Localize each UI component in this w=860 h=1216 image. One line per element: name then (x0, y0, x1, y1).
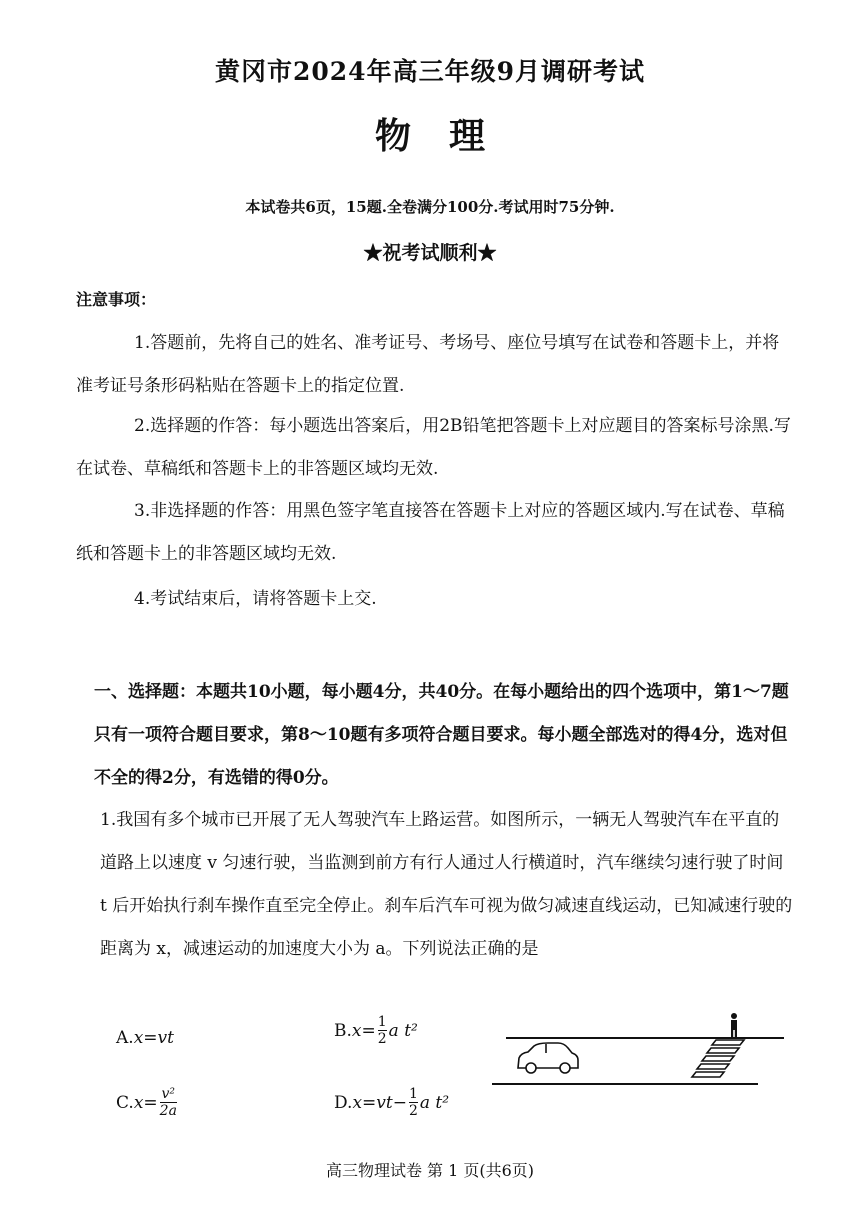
page-footer: 高三物理试卷 第 1 页(共6页) (325, 1161, 535, 1180)
pedestrian-icon (731, 1013, 737, 1038)
exam-info: 本试卷共6页，15题.全卷满分100分.考试用时75分钟. (245, 198, 615, 216)
car-icon (518, 1043, 578, 1073)
road-crosswalk-figure (488, 1010, 788, 1092)
question-1 (100, 799, 794, 971)
notes-title: 注意事项： (76, 290, 157, 309)
section-instructions: 一、选择题：本题共10小题，每小题4分，共40分。在每小题给出的四个选项中，第1～7题只有一项符合题目要求，第8～10题有多项符合题目要求。每小题全部选对的得4分，选对但不全的得2分，有选错的得0分。 (94, 682, 789, 788)
exam-title: 黄冈市2024年高三年级9月调研考试 (215, 57, 645, 86)
note-item-3: 3.非选择题的作答：用黑色签字笔直接答在答题卡上对应的答题区域内.写在试卷、草稿纸和答题卡上的非答题区域均无效. (76, 501, 785, 564)
question-text: 我国有多个城市已开展了无人驾驶汽车上路运营。如图所示，一辆无人驾驶汽车在平直的道路上以速度 v 匀速行驶，当监测到前方有行人通过人行横道时，汽车继续匀速行驶了时间 t 后开始执行刹车操作直至完全停止。刹车后汽车可视为做匀减速直线运动，已知减速行驶的距离为 x，减速运动的加速度大小为 a。下列说法正确的是 (100, 810, 793, 959)
note-item-1: 1.答题前，先将自己的姓名、准考证号、考场号、座位号填写在试卷和答题卡上，并将准考证号条形码粘贴在答题卡上的指定位置. (76, 333, 780, 396)
crosswalk-stripes (692, 1040, 744, 1077)
option-c: C.x= v² 2a (116, 1086, 177, 1119)
note-item-4: 4.考试结束后，请将答题卡上交. (134, 589, 377, 609)
option-d: D.x=vt− 1 2 a t² (334, 1086, 450, 1119)
option-a: A.x=vt (116, 1028, 174, 1048)
note-item-2: 2.选择题的作答：每小题选出答案后，用2B铅笔把答题卡上对应题目的答案标号涂黑.写在试卷、草稿纸和答题卡上的非答题区域均无效. (76, 416, 791, 479)
subject-title: 物理 (374, 115, 523, 157)
option-b: B.x= 1 2 a t² (334, 1014, 418, 1047)
good-luck-banner: ★祝考试顺利★ (363, 242, 497, 264)
question-number: 1. (100, 810, 117, 830)
